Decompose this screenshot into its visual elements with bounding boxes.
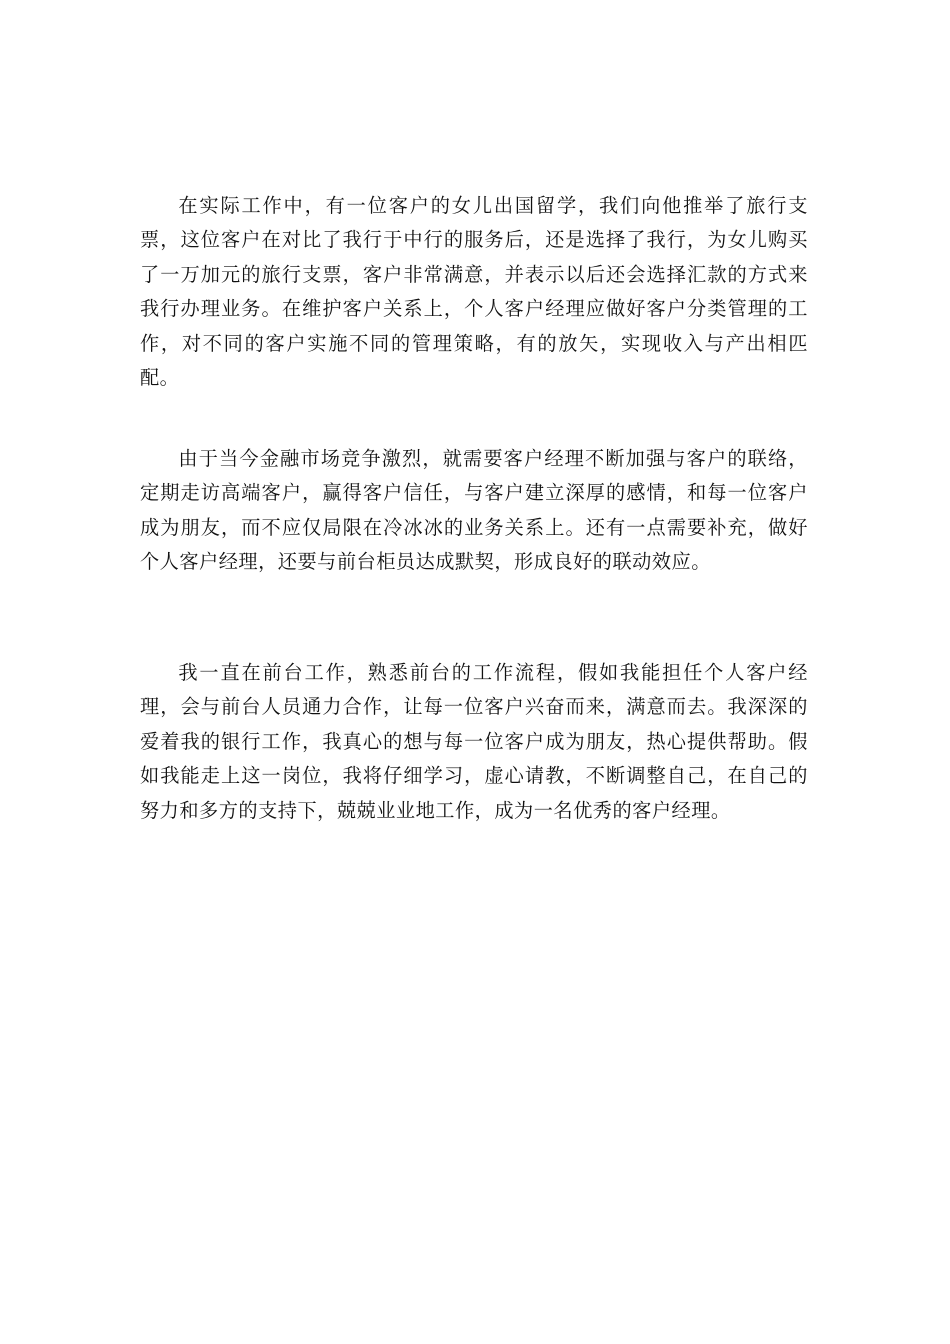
paragraph-1: 在实际工作中，有一位客户的女儿出国留学，我们向他推举了旅行支票，这位客户在对比了我行于中行的服务后，还是选择了我行，为女儿购买了一万加元的旅行支票，客户非常满意，并表示以后还会选择汇款的方式来我行办理业务。在维护客户关系上，个人客户经理应做好客户分类管理的工作，对不同的客户实施不同的管理策略，有的放矢，实现收入与产出相匹配。	[140, 194, 808, 390]
paragraph-3: 我一直在前台工作，熟悉前台的工作流程，假如我能担任个人客户经理，会与前台人员通力合作，让每一位客户兴奋而来，满意而去。我深深的爱着我的银行工作，我真心的想与每一位客户成为朋友，热心提供帮助。假如我能走上这一岗位，我将仔细学习，虚心请教，不断调整自己，在自己的努力和多方的支持下，兢兢业业地工作，成为一名优秀的客户经理。	[140, 661, 808, 822]
paragraph-2: 由于当今金融市场竞争激烈，就需要客户经理不断加强与客户的联络，定期走访高端客户，赢得客户信任，与客户建立深厚的感情，和每一位客户成为朋友，而不应仅局限在冷冰冰的业务关系上。还有一点需要补充，做好个人客户经理，还要与前台柜员达成默契，形成良好的联动效应。	[140, 447, 808, 574]
